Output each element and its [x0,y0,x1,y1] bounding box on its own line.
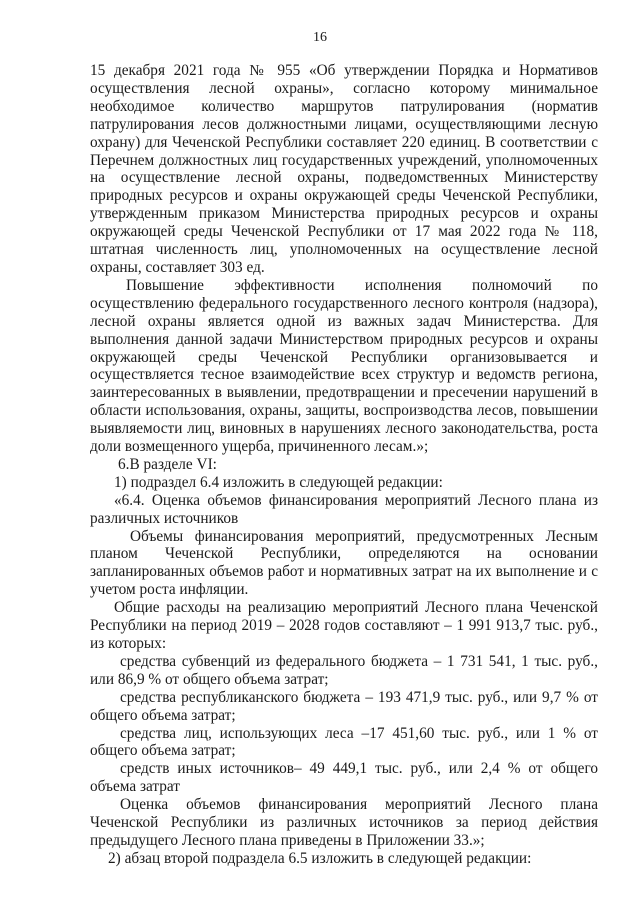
paragraph-total-expenses: Общие расходы на реализацию мероприятий Лесного плана Чеченской Республики на период 2019 – 2028 годов составляют – 1 991 913,7 тыс. руб., из которых: [90,599,598,652]
paragraph-section-vi: 6.В разделе VI: [118,455,217,473]
document-body [90,62,598,868]
paragraph-patrol-norms: 15 декабря 2021 года № 955 «Об утверждении Порядка и Нормативов осуществления лесной охраны», согласно которому минимальное необходимое количество маршрутов патрулирования (норматив патрулирования лесов должностными лицами, осуществляющими лесную охрану) для Чеченской Республики составляет 220 единиц. В соответствии с Перечнем должностных лиц государственных учреждений, уполномоченных на осуществление лесной охраны, подведомственных Министерству природных ресурсов и охраны окружающей среды Чеченской Республики, утвержденным приказом Министерства природных ресурсов и охраны окружающей среды Чеченской Республики от 17 мая 2022 года № 118, штатная численность лиц, уполномоченных на осуществление лесной охраны, составляет 303 ед. [90,62,598,276]
list-item-federal-budget: средства субвенций из федерального бюджета – 1 731 541, 1 тыс. руб., или 86,9 % от общего объема затрат; [90,652,598,688]
paragraph-subsection-6-5: 2) абзац второй подраздела 6.5 изложить в следующей редакции: [108,849,532,867]
list-item-forest-users: средства лиц, использующих леса –17 451,60 тыс. руб., или 1 % от общего объема затрат; [90,724,598,760]
paragraph-financing-estimate: Оценка объемов финансирования мероприятий Лесного плана Чеченской Республики из различных источников за период действия предыдущего Лесного плана приведены в Приложении 33.»; [90,796,598,849]
paragraph-efficiency: Повышение эффективности исполнения полномочий по осуществлению федерального государственного лесного контроля (надзора), лесной охраны является одной из важных задач Министерства. Для выполнения данной задачи Министерством природных ресурсов и охраны окружающей среды Чеченской Республики организовывается и осуществляется тесное взаимодействие всех структур и ведомств региона, заинтересованных в выявлении, предотвращении и пресечении нарушений в области использования, охраны, защиты, воспроизводства лесов, повышении выявляемости лиц, виновных в нарушениях лесного законодательства, роста доли возмещенного ущерба, причиненного лесам.»; [90,276,598,456]
paragraph-subsection-6-4: 1) подраздел 6.4 изложить в следующей редакции: [114,473,443,491]
list-item-other-sources: средств иных источников– 49 449,1 тыс. руб., или 2,4 % от общего объема затрат [90,760,598,796]
paragraph-financing-volumes: Объемы финансирования мероприятий, предусмотренных Лесным планом Чеченской Республики, определяются на основании запланированных объемов работ и нормативных затрат на их выполнение и с учетом роста инфляции. [90,527,598,599]
page-number: 16 [313,30,327,45]
section-heading-6-4: «6.4. Оценка объемов финансирования мероприятий Лесного плана из различных источников [90,491,598,527]
list-item-republic-budget: средства республиканского бюджета – 193 471,9 тыс. руб., или 9,7 % от общего объема затрат; [90,688,598,724]
